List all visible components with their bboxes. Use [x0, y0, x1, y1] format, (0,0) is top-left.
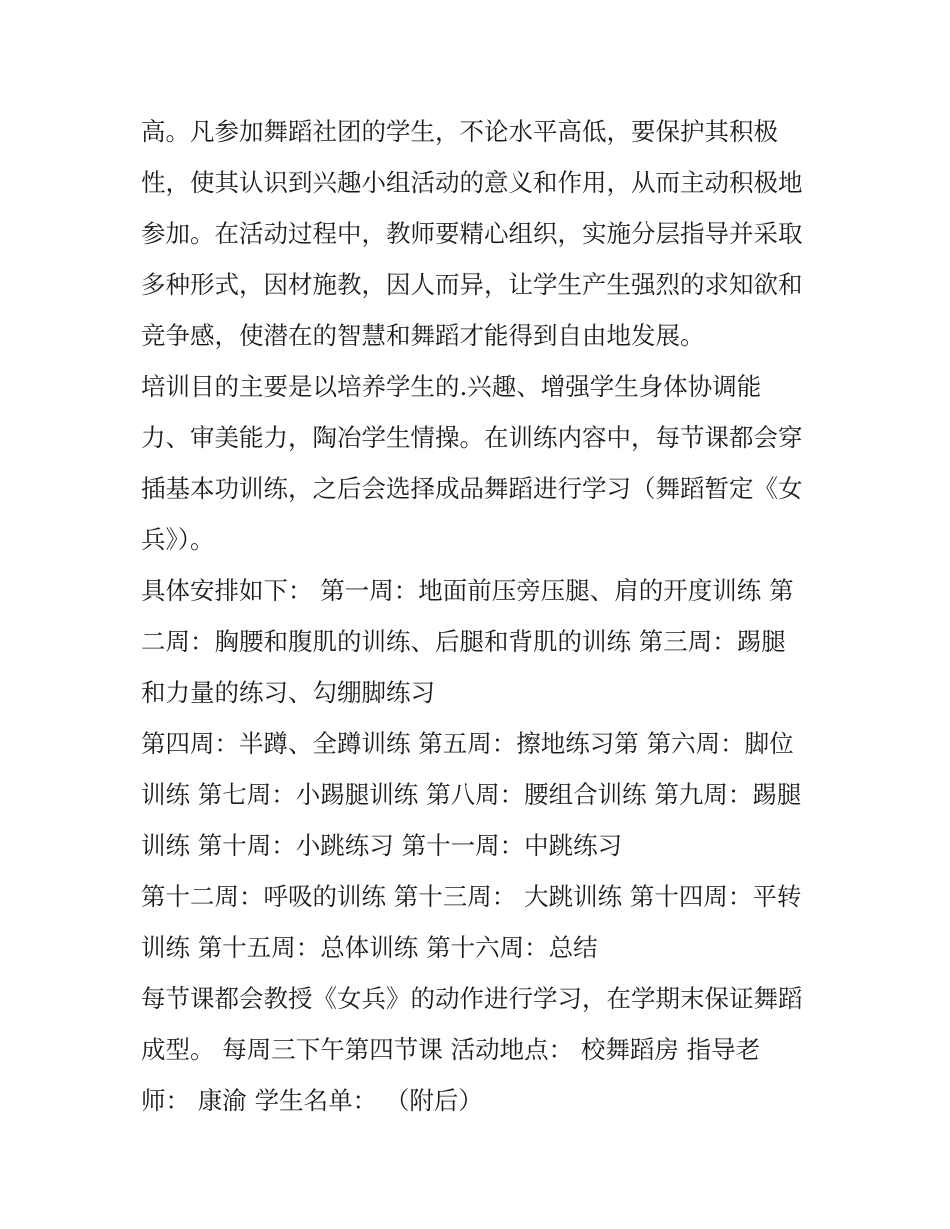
text-line: 高。凡参加舞蹈社团的学生，不论水平高低，要保护其积极 [141, 117, 778, 146]
text-line: 师： 康渝 学生名单： （附后） [141, 1086, 483, 1115]
text-line: 竞争感，使潜在的智慧和舞蹈才能得到自由地发展。 [141, 321, 705, 350]
text-line: 性，使其认识到兴趣小组活动的意义和作用，从而主动积极地 [141, 168, 803, 197]
text-line: 和力量的练习、勾绷脚练习 [141, 678, 435, 707]
text-line: 训练 第十周：小跳练习 第十一周：中跳练习 [141, 831, 623, 860]
text-line: 培训目的主要是以培养学生的.兴趣、增强学生身体协调能 [141, 372, 762, 401]
text-line: 参加。在活动过程中，教师要精心组织，实施分层指导并采取 [141, 219, 803, 248]
text-line: 第四周：半蹲、全蹲训练 第五周：擦地练习第 第六周：脚位 [141, 729, 794, 758]
text-line: 每节课都会教授《女兵》的动作进行学习，在学期末保证舞蹈 [141, 984, 803, 1013]
text-line: 具体安排如下： 第一周：地面前压旁压腿、肩的开度训练 第 [141, 576, 794, 605]
text-line: 多种形式，因材施教，因人而异，让学生产生强烈的求知欲和 [141, 270, 803, 299]
text-line: 成型。 每周三下午第四节课 活动地点： 校舞蹈房 指导老 [141, 1035, 761, 1064]
text-line: 兵》）。 [141, 525, 215, 554]
text-line: 力、审美能力，陶冶学生情操。在训练内容中，每节课都会穿 [141, 423, 803, 452]
text-line: 二周：胸腰和腹肌的训练、后腿和背肌的训练 第三周：踢腿 [141, 627, 786, 656]
text-line: 第十二周：呼吸的训练 第十三周： 大跳训练 第十四周：平转 [141, 882, 802, 911]
text-line: 训练 第七周：小踢腿训练 第八周：腰组合训练 第九周：踢腿 [141, 780, 802, 809]
text-line: 训练 第十五周：总体训练 第十六周：总结 [141, 933, 598, 962]
body-text [141, 106, 821, 1126]
text-line: 插基本功训练，之后会选择成品舞蹈进行学习（舞蹈暂定《女 [141, 474, 803, 503]
